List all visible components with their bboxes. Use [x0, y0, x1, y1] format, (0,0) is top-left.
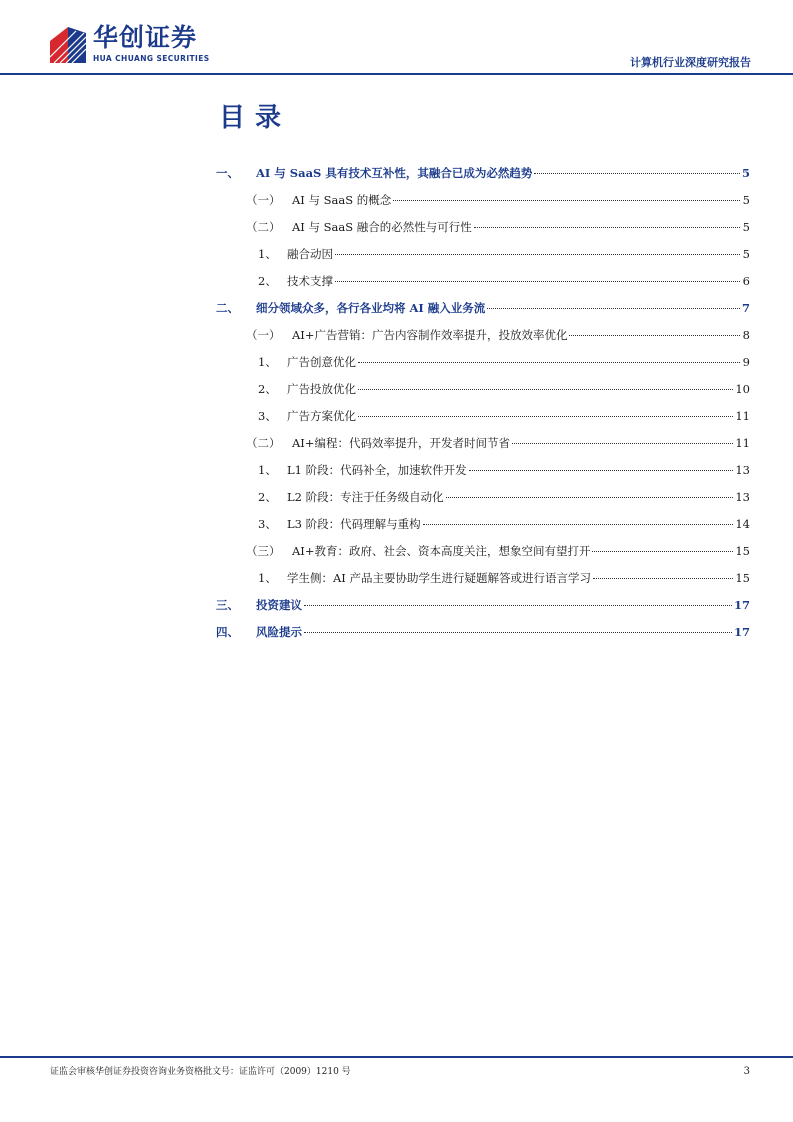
toc-entry-title: 风险提示 [256, 625, 302, 639]
toc-entry-page: 13 [735, 463, 750, 477]
toc-entry-number: 2、 [258, 274, 277, 288]
toc-entry-number: （一） [246, 193, 281, 207]
toc-entry-page: 15 [735, 571, 750, 585]
toc-entry-page: 11 [735, 409, 750, 423]
toc-entry[interactable] [216, 295, 750, 322]
toc-leader-dots [512, 442, 733, 444]
regulatory-note: 证监会审核华创证券投资咨询业务资格批文号：证监许可（2009）1210 号 [50, 1067, 351, 1077]
toc-entry-title: L3 阶段：代码理解与重构 [287, 517, 421, 531]
toc-entry-page: 8 [742, 328, 750, 342]
toc-entry-title: AI 与 SaaS 具有技术互补性，其融合已成为必然趋势 [256, 166, 533, 180]
toc-entry-number: 二、 [216, 301, 239, 315]
toc-entry-title: L2 阶段：专注于任务级自动化 [287, 490, 444, 504]
toc-entry-number: 2、 [258, 382, 277, 396]
table-of-contents [216, 160, 750, 646]
toc-entry-number: 2、 [258, 490, 277, 504]
toc-entry-number: 三、 [216, 598, 239, 612]
toc-entry-title: 广告创意优化 [287, 355, 356, 369]
page-number: 3 [743, 1066, 750, 1077]
toc-leader-dots [569, 334, 740, 336]
toc-entry-title: 广告投放优化 [287, 382, 356, 396]
toc-entry-number: 1、 [258, 247, 277, 261]
toc-entry-number: （一） [246, 328, 281, 342]
toc-entry[interactable] [216, 349, 750, 376]
toc-entry-number: （二） [246, 436, 281, 450]
toc-entry[interactable] [216, 376, 750, 403]
page-header [0, 0, 793, 76]
toc-entry[interactable] [216, 538, 750, 565]
toc-leader-dots [423, 523, 734, 525]
toc-entry-title: 技术支撑 [287, 274, 333, 288]
toc-entry-number: 1、 [258, 355, 277, 369]
toc-entry-number: 1、 [258, 463, 277, 477]
toc-entry-title: AI 与 SaaS 融合的必然性与可行性 [292, 220, 472, 234]
toc-entry[interactable] [216, 214, 750, 241]
toc-entry-page: 11 [735, 436, 750, 450]
toc-entry[interactable] [216, 457, 750, 484]
toc-entry-title: L1 阶段：代码补全，加速软件开发 [287, 463, 467, 477]
toc-leader-dots [358, 361, 740, 363]
toc-leader-dots [358, 415, 733, 417]
toc-leader-dots [593, 577, 733, 579]
toc-entry-title: 融合动因 [287, 247, 333, 261]
footer-divider [0, 1056, 793, 1058]
toc-leader-dots [469, 469, 734, 471]
toc-entry-number: 四、 [216, 625, 239, 639]
toc-entry-page: 5 [742, 247, 750, 261]
toc-entry[interactable] [216, 430, 750, 457]
toc-leader-dots [534, 172, 740, 174]
toc-leader-dots [335, 280, 740, 282]
toc-entry-number: 3、 [258, 409, 277, 423]
toc-entry-title: 投资建议 [256, 598, 302, 612]
toc-entry-number: 一、 [216, 166, 239, 180]
toc-entry-title: 广告方案优化 [287, 409, 356, 423]
toc-entry[interactable] [216, 241, 750, 268]
toc-entry[interactable] [216, 592, 750, 619]
toc-entry[interactable] [216, 619, 750, 646]
toc-entry-title: AI+广告营销：广告内容制作效率提升，投放效率优化 [292, 328, 568, 342]
toc-entry[interactable] [216, 511, 750, 538]
toc-entry[interactable] [216, 484, 750, 511]
toc-leader-dots [474, 226, 740, 228]
toc-entry-number: （二） [246, 220, 281, 234]
toc-entry[interactable] [216, 268, 750, 295]
toc-entry[interactable] [216, 565, 750, 592]
toc-leader-dots [335, 253, 740, 255]
brand-name-en: HUA CHUANG SECURITIES [93, 54, 210, 63]
header-divider [0, 73, 793, 75]
toc-entry[interactable] [216, 187, 750, 214]
toc-entry-title: 细分领域众多，各行各业均将 AI 融入业务流 [256, 301, 486, 315]
toc-entry-title: AI+编程：代码效率提升，开发者时间节省 [292, 436, 510, 450]
toc-leader-dots [304, 631, 732, 633]
toc-entry-page: 15 [735, 544, 750, 558]
toc-entry[interactable] [216, 160, 750, 187]
toc-entry[interactable] [216, 322, 750, 349]
toc-entry-page: 5 [742, 193, 750, 207]
toc-entry-page: 5 [742, 220, 750, 234]
toc-title: 目录 [219, 103, 292, 133]
toc-entry-number: 3、 [258, 517, 277, 531]
toc-entry-page: 13 [735, 490, 750, 504]
toc-leader-dots [487, 307, 740, 309]
toc-entry-page: 17 [733, 625, 750, 639]
toc-entry-page: 10 [735, 382, 750, 396]
toc-leader-dots [446, 496, 734, 498]
toc-entry-number: 1、 [258, 571, 277, 585]
toc-leader-dots [592, 550, 733, 552]
toc-entry-page: 7 [741, 301, 750, 315]
toc-entry-title: 学生侧：AI 产品主要协助学生进行疑题解答或进行语言学习 [287, 571, 592, 585]
brand-name-cn: 华创证券 [93, 23, 198, 52]
toc-entry-page: 17 [733, 598, 750, 612]
toc-entry-title: AI+教育：政府、社会、资本高度关注，想象空间有望打开 [292, 544, 591, 558]
toc-entry-page: 6 [742, 274, 750, 288]
toc-entry-page: 5 [741, 166, 750, 180]
toc-entry-number: （三） [246, 544, 281, 558]
toc-entry-page: 9 [742, 355, 750, 369]
toc-leader-dots [304, 604, 732, 606]
huachuang-logo-icon [50, 27, 86, 63]
report-type: 计算机行业深度研究报告 [630, 56, 751, 69]
toc-entry[interactable] [216, 403, 750, 430]
toc-entry-page: 14 [735, 517, 750, 531]
toc-leader-dots [358, 388, 733, 390]
toc-leader-dots [393, 199, 740, 201]
toc-entry-title: AI 与 SaaS 的概念 [292, 193, 392, 207]
